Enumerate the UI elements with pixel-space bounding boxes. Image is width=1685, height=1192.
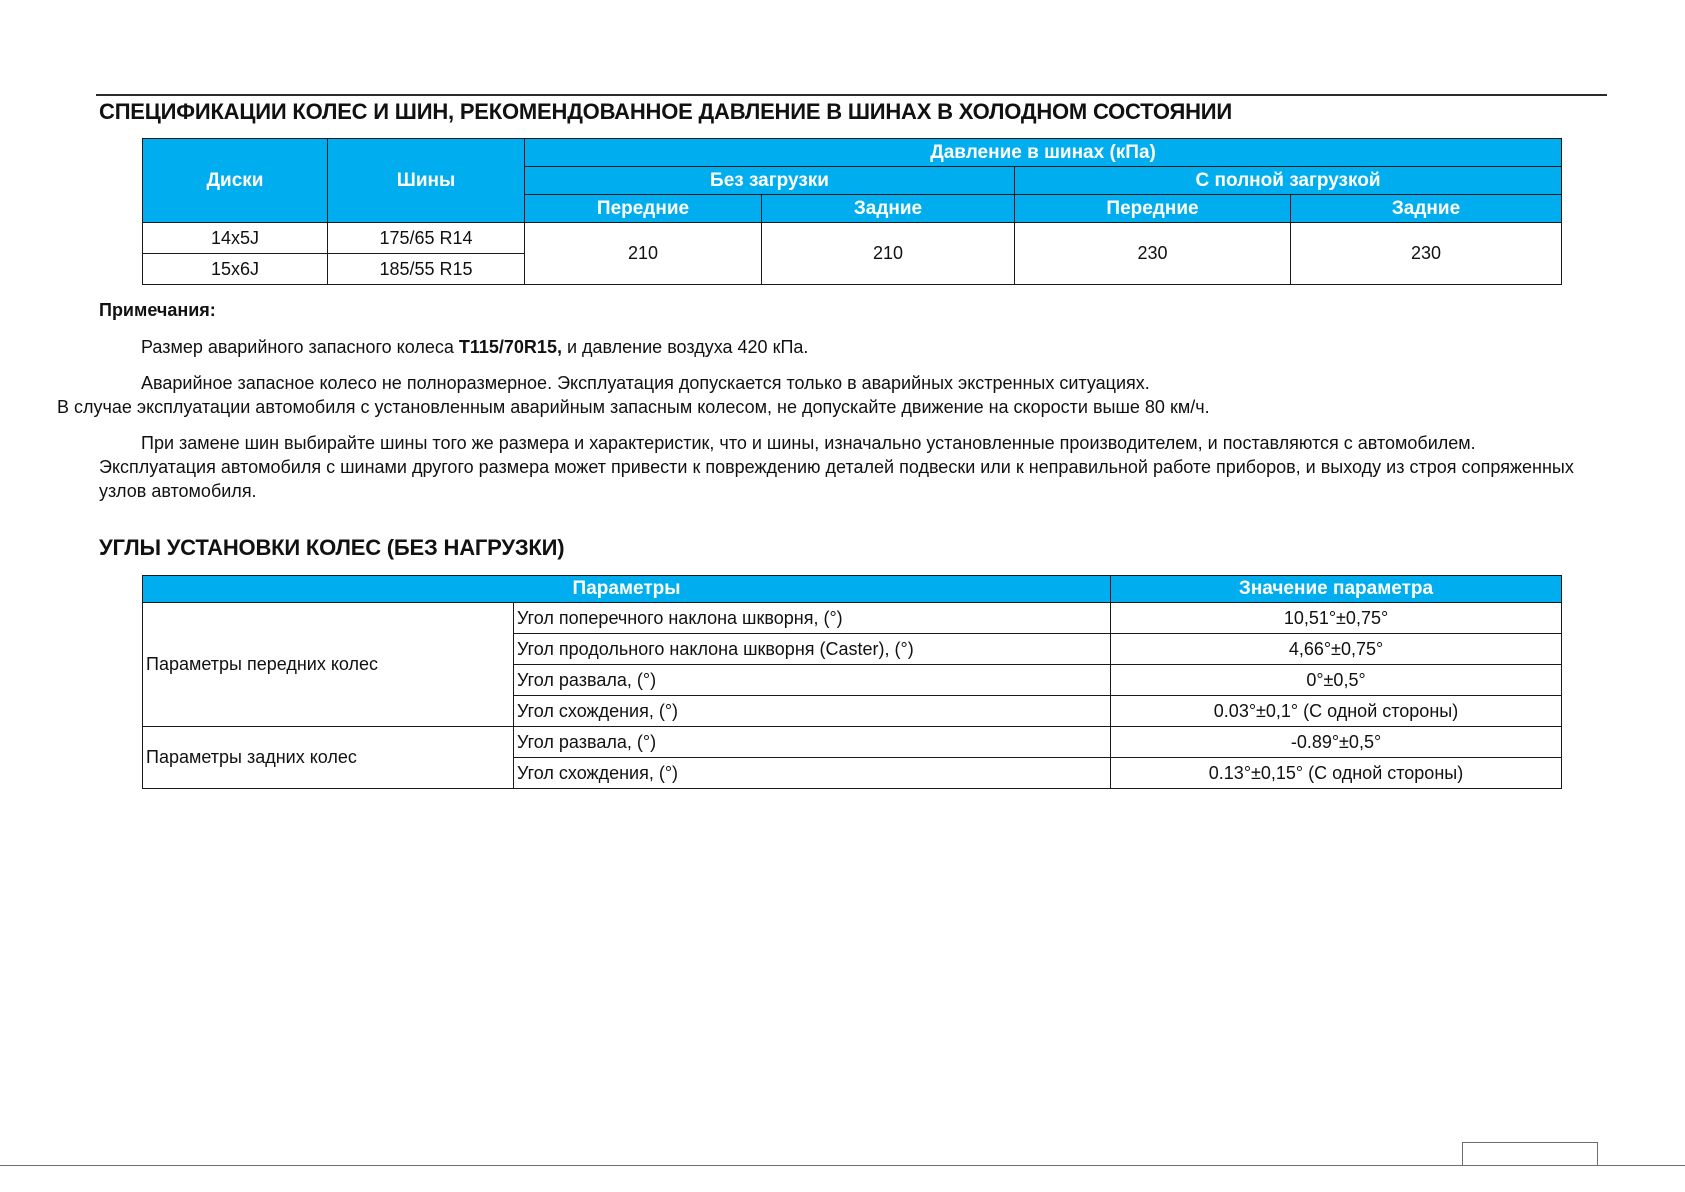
param-value: 10,51°±0,75°: [1111, 603, 1562, 634]
notes-label: Примечания:: [99, 300, 216, 320]
rim-size: 14x5J: [143, 223, 328, 254]
param-value: 0.13°±0,15° (С одной стороны): [1111, 758, 1562, 789]
param-value: 0°±0,5°: [1111, 665, 1562, 696]
col-params-header: Параметры: [143, 576, 1111, 603]
note-tire-replacement: При замене шин выбирайте шины того же размера и характеристик, что и шины, изначально установленные производителем, и поставляются с автомобилем. Эксплуатация автомобиля с шинами другого размера может привести к повреждению деталей подвески или к неправильной работе приборов, и выходу из строя сопряженных узлов автомобиля.: [99, 433, 1574, 501]
tire-spec-title: СПЕЦИФИКАЦИИ КОЛЕС И ШИН, РЕКОМЕНДОВАННОЕ ДАВЛЕНИЕ В ШИНАХ В ХОЛОДНОМ СОСТОЯНИИ: [99, 99, 1232, 124]
page-number-tab: [1462, 1142, 1598, 1165]
note-spare-size: [99, 335, 1579, 359]
pressure-no-load-front: 210: [525, 223, 762, 285]
tire-size: 175/65 R14: [328, 223, 525, 254]
param-name: Угол поперечного наклона шкворня, (°): [514, 603, 1111, 634]
param-name: Угол развала, (°): [514, 727, 1111, 758]
note-text: и давление воздуха 420 кПа.: [561, 337, 809, 357]
footer-rule: [0, 1165, 1685, 1166]
table-row: [143, 727, 1562, 758]
table-row: [143, 223, 1562, 254]
param-value: 0.03°±0,1° (С одной стороны): [1111, 696, 1562, 727]
col-rims-header: Диски: [143, 139, 328, 223]
wheel-alignment-table: [142, 575, 1562, 789]
wheel-alignment-title: УГЛЫ УСТАНОВКИ КОЛЕС (БЕЗ НАГРУЗКИ): [99, 535, 565, 560]
note-text: Аварийное запасное колесо не полноразмерное. Эксплуатация допускается только в аварийных экстренных ситуациях.: [141, 373, 1150, 393]
full-load-header: С полной загрузкой: [1015, 167, 1562, 195]
param-name: Угол схождения, (°): [514, 696, 1111, 727]
full-load-rear-header: Задние: [1291, 195, 1562, 223]
tire-pressure-table: [142, 138, 1562, 285]
rim-size: 15x6J: [143, 254, 328, 285]
pressure-group-header: Давление в шинах (кПа): [525, 139, 1562, 167]
param-name: Угол развала, (°): [514, 665, 1111, 696]
pressure-full-load-rear: 230: [1291, 223, 1562, 285]
note-text: Размер аварийного запасного колеса: [141, 337, 459, 357]
note-spare-usage: [57, 371, 1579, 419]
table-row: [143, 603, 1562, 634]
pressure-no-load-rear: 210: [762, 223, 1015, 285]
col-tires-header: Шины: [328, 139, 525, 223]
no-load-rear-header: Задние: [762, 195, 1015, 223]
header-rule: [96, 94, 1607, 96]
note-text: В случае эксплуатации автомобиля с установленным аварийным запасным колесом, не допускайте движение на скорости выше 80 км/ч.: [57, 397, 1210, 417]
front-wheels-group: Параметры передних колес: [143, 603, 514, 727]
tire-size: 185/55 R15: [328, 254, 525, 285]
note-spare-tire-code: T115/70R15,: [458, 337, 562, 357]
rear-wheels-group: Параметры задних колес: [143, 727, 514, 789]
param-value: -0.89°±0,5°: [1111, 727, 1562, 758]
col-value-header: Значение параметра: [1111, 576, 1562, 603]
param-name: Угол схождения, (°): [514, 758, 1111, 789]
no-load-header: Без загрузки: [525, 167, 1015, 195]
param-value: 4,66°±0,75°: [1111, 634, 1562, 665]
no-load-front-header: Передние: [525, 195, 762, 223]
param-name: Угол продольного наклона шкворня (Caster), (°): [514, 634, 1111, 665]
full-load-front-header: Передние: [1015, 195, 1291, 223]
pressure-full-load-front: 230: [1015, 223, 1291, 285]
